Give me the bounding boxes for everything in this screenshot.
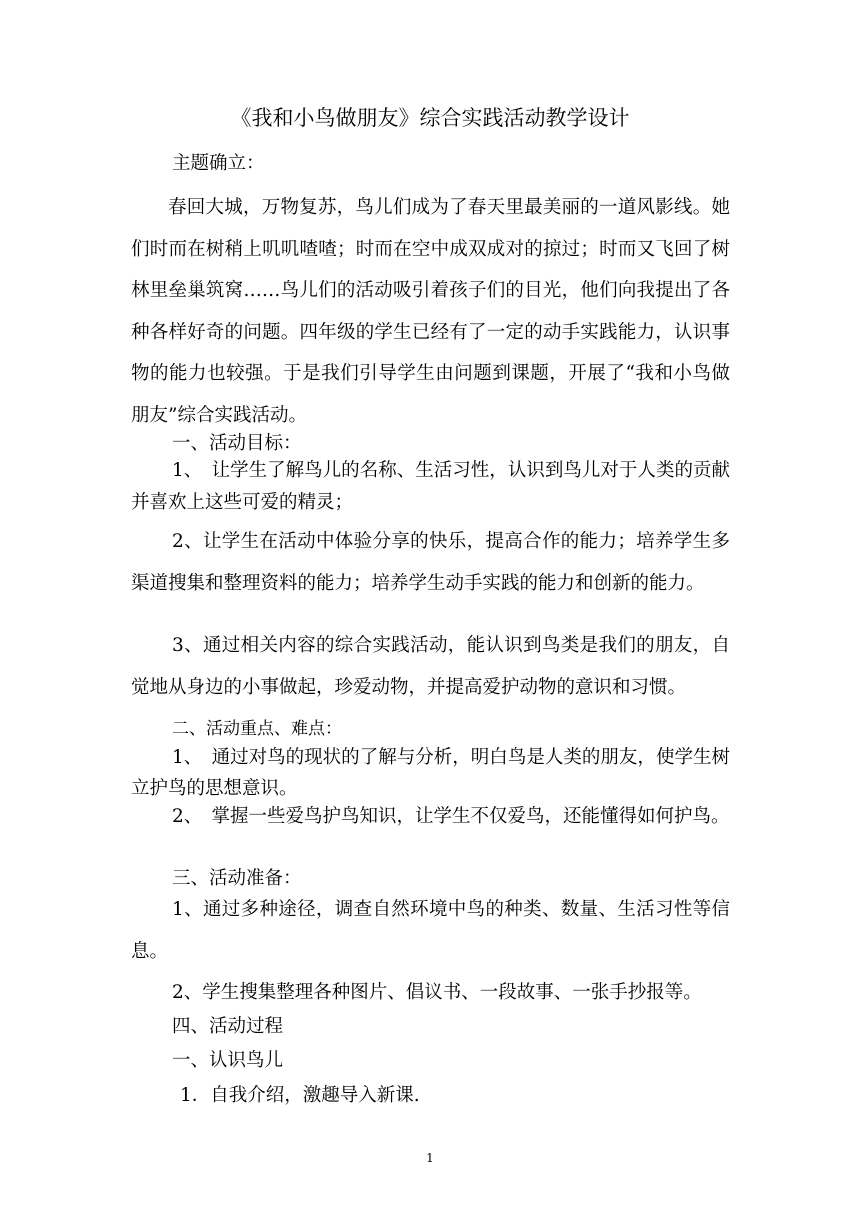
prep-2: 2、学生搜集整理各种图片、倡议书、一段故事、一张手抄报等。 [172,982,702,1003]
section4-heading: 四、活动过程 [172,1016,284,1037]
section2-heading: 二、活动重点、难点： [172,719,342,739]
document-title: 《我和小鸟做朋友》综合实践活动教学设计 [230,106,630,130]
key-point-1: 1、 通过对鸟的现状的了解与分析，明白鸟是人类的朋友，使学生树立护鸟的思想意识。 [131,747,730,799]
theme-heading: 主题确立： [172,153,265,174]
page-number: 1 [426,1151,434,1165]
section3-heading: 三、活动准备： [172,868,302,889]
goal-3: 3、通过相关内容的综合实践活动，能认识到鸟类是我们的朋友，自觉地从身边的小事做起，珍爱动物，并提高爱护动物的意识和习惯。 [131,635,730,698]
section1-heading: 一、活动目标： [172,433,302,454]
goal-2: 2、让学生在活动中体验分享的快乐，提高合作的能力；培养学生多渠道搜集和整理资料的能力；培养学生动手实践的能力和创新的能力。 [131,531,730,594]
key-point-2: 2、 掌握一些爱鸟护鸟知识，让学生不仅爱鸟，还能懂得如何护鸟。 [172,806,730,827]
goal-1: 1、 让学生了解鸟儿的名称、生活习性，认识到鸟儿对于人类的贡献并喜欢上这些可爱的精灵； [131,460,730,513]
intro-paragraph: 春回大城，万物复苏，鸟儿们成为了春天里最美丽的一道风影线。她们时而在树稍上叽叽喳喳；时而在空中成双成对的掠过；时而又飞回了树林里垒巢筑窝……鸟儿们的活动吸引着孩子们的目光，他们向我提出了各种各样好奇的问题。四年级的学生已经有了一定的动手实践能力，认识事物的能力也较强。于是我们引导学生由问题到课题，开展了“我和小鸟做朋友”综合实践活动。 [131,197,730,426]
step1-heading: 一、认识鸟儿 [172,1050,284,1071]
step1-item: 1．自我介绍，激趣导入新课. [180,1085,420,1106]
prep-1: 1、通过多种途径，调查自然环境中鸟的种类、数量、生活习性等信息。 [131,899,730,962]
